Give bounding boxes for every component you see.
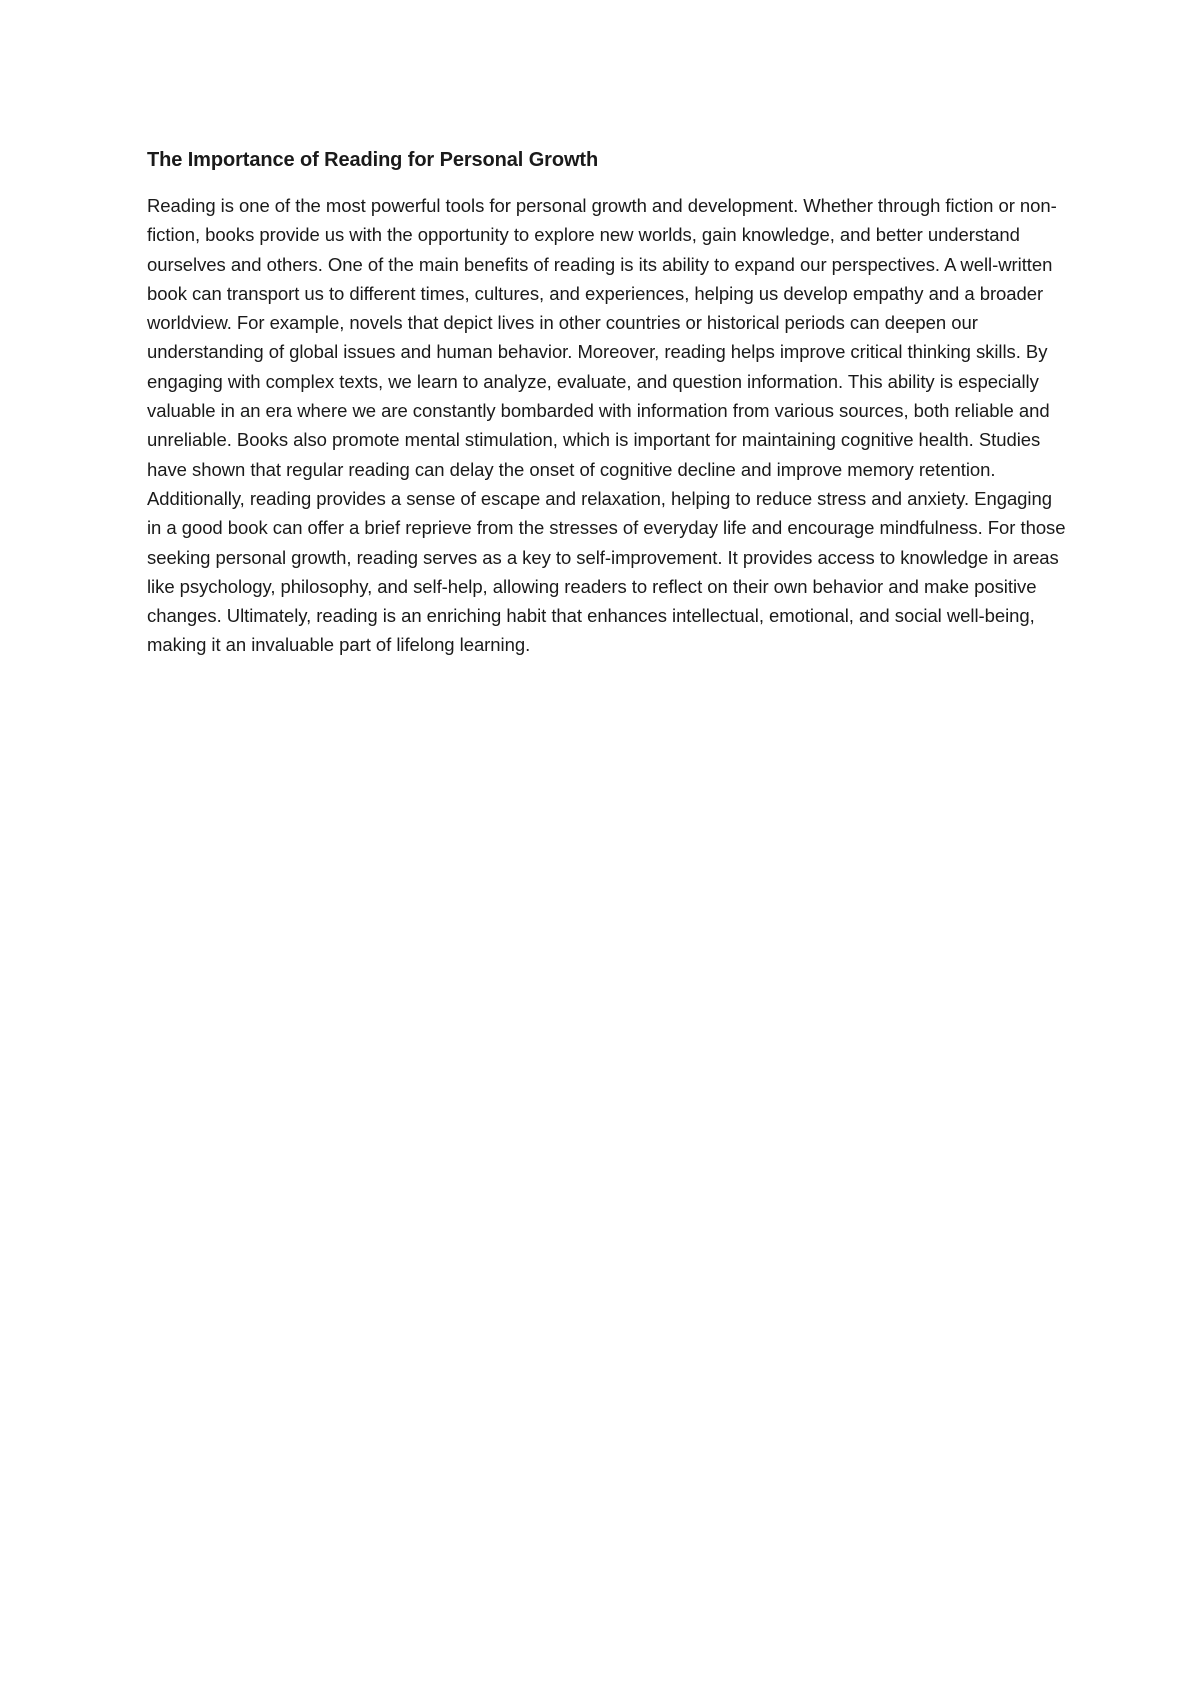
- document-body-paragraph: Reading is one of the most powerful tools for personal growth and development. Whether through fiction or non-fiction, books provide us with the opportunity to explore new worlds, gain knowledge, and better understand ourselves and others. One of the main benefits of reading is its ability to expand our perspectives. A well-written book can transport us to different times, cultures, and experiences, helping us develop empathy and a broader worldview. For example, novels that depict lives in other countries or historical periods can deepen our understanding of global issues and human behavior. Moreover, reading helps improve critical thinking skills. By engaging with complex texts, we learn to analyze, evaluate, and question information. This ability is especially valuable in an era where we are constantly bombarded with information from various sources, both reliable and unreliable. Books also promote mental stimulation, which is important for maintaining cognitive health. Studies have shown that regular reading can delay the onset of cognitive decline and improve memory retention. Additionally, reading provides a sense of escape and relaxation, helping to reduce stress and anxiety. Engaging in a good book can offer a brief reprieve from the stresses of everyday life and encourage mindfulness. For those seeking personal growth, reading serves as a key to self-improvement. It provides access to knowledge in areas like psychology, philosophy, and self-help, allowing readers to reflect on their own behavior and make positive changes. Ultimately, reading is an enriching habit that enhances intellectual, emotional, and social well-being, making it an invaluable part of lifelong learning.: [147, 195, 1066, 656]
- document-title: The Importance of Reading for Personal Growth: [147, 149, 599, 171]
- document-content: [147, 148, 1067, 660]
